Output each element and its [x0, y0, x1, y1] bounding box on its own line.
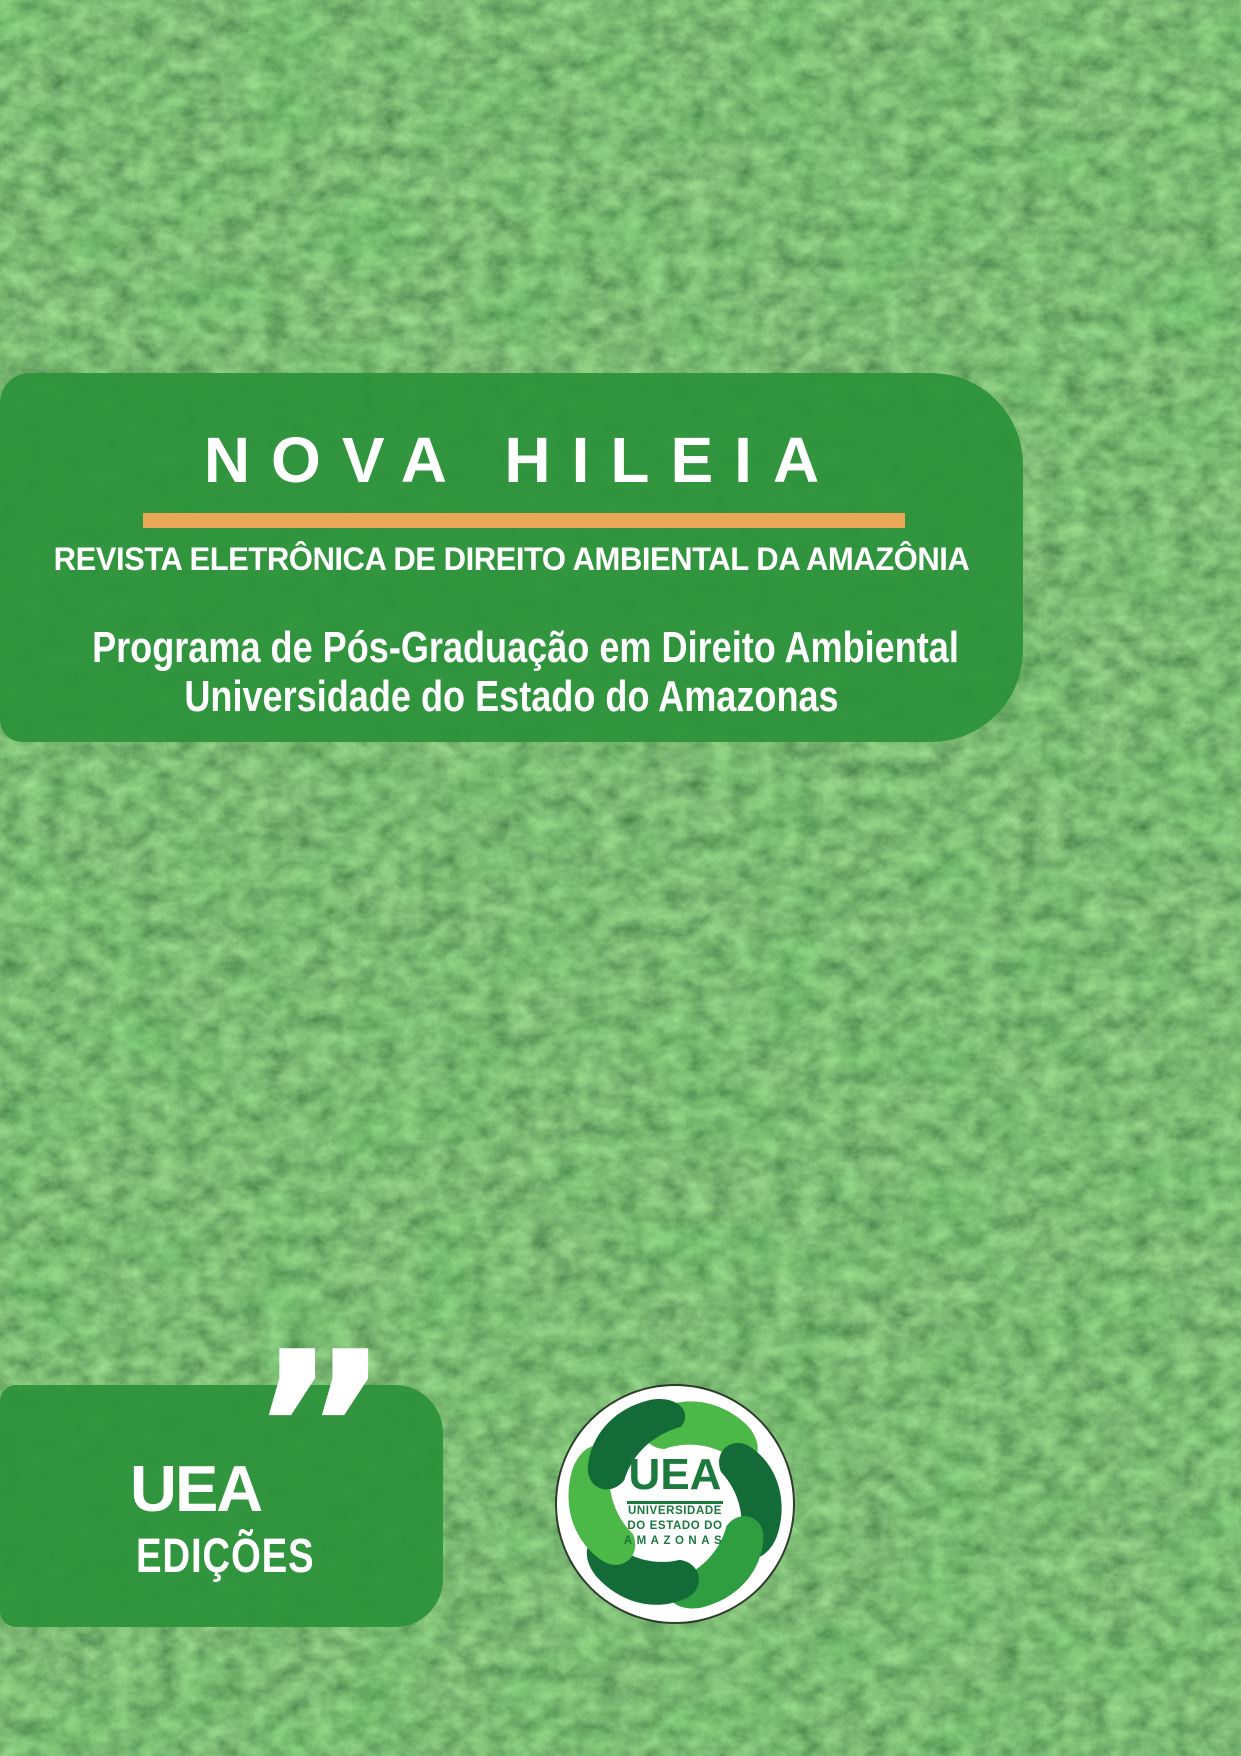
quote-marks-icon: ” [249, 1305, 391, 1556]
university-seal [557, 1386, 793, 1622]
seal-name-line1: UNIVERSIDADE [627, 1505, 723, 1517]
seal-name-line2: DO ESTADO DO [627, 1520, 723, 1532]
journal-subtitle: REVISTA ELETRÔNICA DE DIREITO AMBIENTAL DA AMAZÔNIA [53, 541, 970, 577]
seal-text-block [557, 1386, 793, 1619]
seal-name-line3: AMAZONAS [623, 1535, 727, 1547]
publisher-badge [0, 1305, 443, 1627]
program-university-lines [92, 623, 959, 721]
journal-banner [0, 373, 1023, 742]
journal-title: NOVA HILEIA [203, 424, 841, 496]
seal-acronym: UEA [627, 1453, 724, 1504]
university-line: Universidade do Estado do Amazonas [184, 672, 839, 721]
program-line: Programa de Pós-Graduação em Direito Ambiental [92, 623, 959, 672]
publisher-label: EDIÇÕES [136, 1530, 315, 1583]
title-underline-rule [143, 513, 905, 528]
publisher-acronym: UEA [130, 1452, 262, 1525]
